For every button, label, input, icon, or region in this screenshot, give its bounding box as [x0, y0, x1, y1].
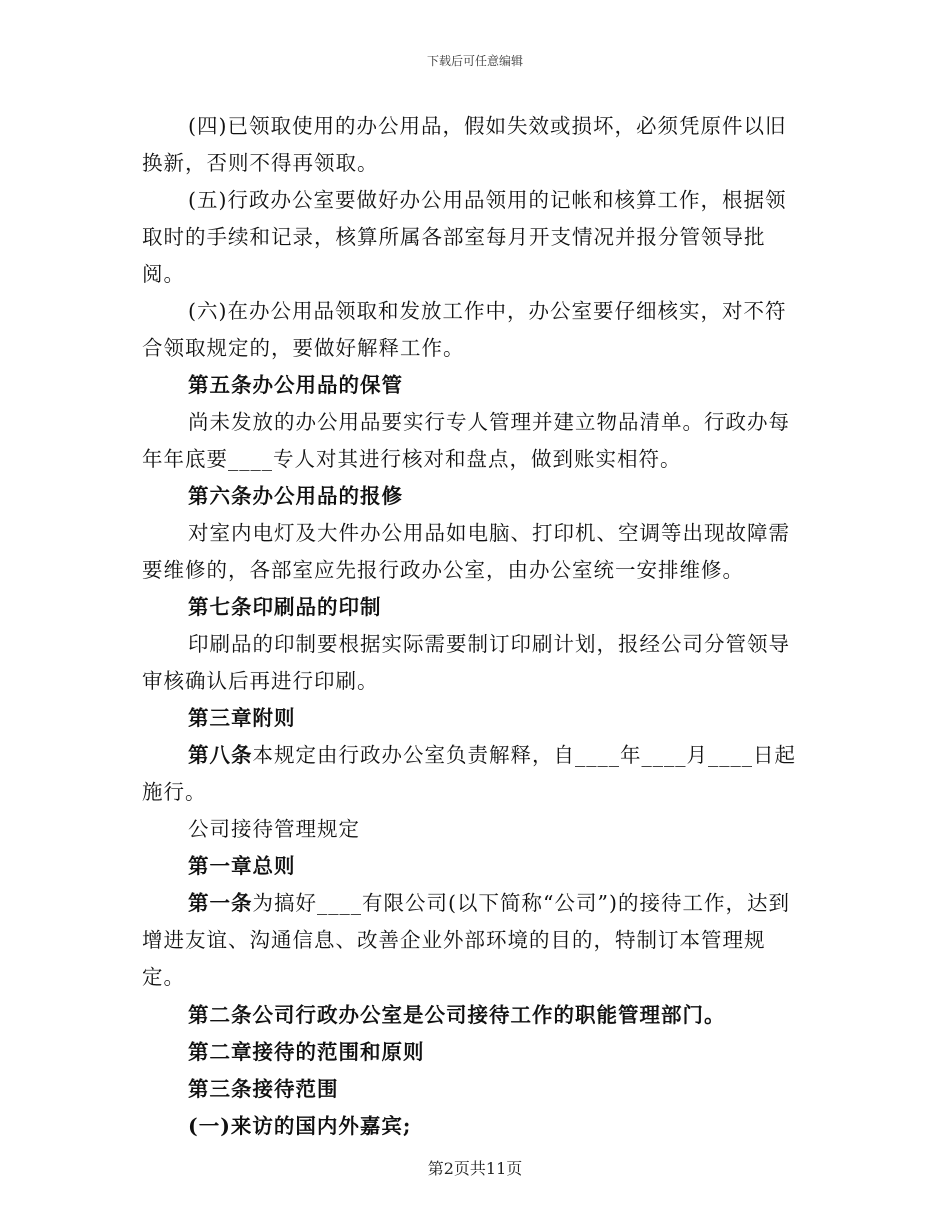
paragraph-article-8	[142, 737, 802, 811]
paragraph-item-5: (五)行政办公室要做好办公用品领用的记帐和核算工作，根据领取时的手续和记录，核算所属各部室每月开支情况并报分管领导批阅。	[142, 188, 787, 286]
chapter-heading-2: 第二章接待的范围和原则	[188, 1040, 425, 1064]
list-item-guests: (一)来访的国内外嘉宾;	[188, 1114, 412, 1138]
article-1-lead: 第一条	[188, 891, 253, 915]
page-header: 下载后可任意编辑	[426, 54, 523, 68]
chapter-heading-3: 第三章附则	[188, 706, 296, 730]
paragraph-item-6: (六)在办公用品领取和发放工作中，办公室要仔细核实，对不符合领取规定的，要做好解释工作。	[142, 299, 787, 360]
paragraph-printing: 印刷品的印制要根据实际需要制订印刷计划，报经公司分管领导审核确认后再进行印刷。	[142, 632, 790, 693]
paragraph-repair: 对室内电灯及大件办公用品如电脑、打印机、空调等出现故障需要维修的，各部室应先报行政办公室，由办公室统一安排维修。	[142, 521, 790, 582]
article-8-text: 本规定由行政办公室负责解释，自____年____月____日起施行。	[142, 743, 796, 804]
section-heading-article-7: 第七条印刷品的印制	[188, 595, 382, 619]
paragraph-storage: 尚未发放的办公用品要实行专人管理并建立物品清单。行政办每年年底要____专人对其进行核对和盘点，做到账实相符。	[142, 410, 790, 471]
page-footer: 第2页共11页	[427, 1159, 523, 1178]
chapter-heading-1: 第一章总则	[188, 854, 296, 878]
section-heading-article-3: 第三条接待范围	[188, 1077, 339, 1101]
paragraph-article-2: 第二条公司行政办公室是公司接待工作的职能管理部门。	[188, 1003, 726, 1027]
document-title-reception: 公司接待管理规定	[188, 817, 360, 841]
document-body	[142, 108, 802, 1145]
article-8-lead: 第八条	[188, 743, 253, 767]
paragraph-article-1	[142, 885, 802, 996]
section-heading-article-5: 第五条办公用品的保管	[188, 373, 403, 397]
article-1-text: 为搞好____有限公司(以下简称“公司”)的接待工作，达到增进友谊、沟通信息、改善企业外部环境的目的，特制订本管理规定。	[142, 891, 790, 989]
paragraph-item-4: (四)已领取使用的办公用品，假如失效或损坏，必须凭原件以旧换新，否则不得再领取。	[142, 114, 787, 175]
section-heading-article-6: 第六条办公用品的报修	[188, 484, 403, 508]
